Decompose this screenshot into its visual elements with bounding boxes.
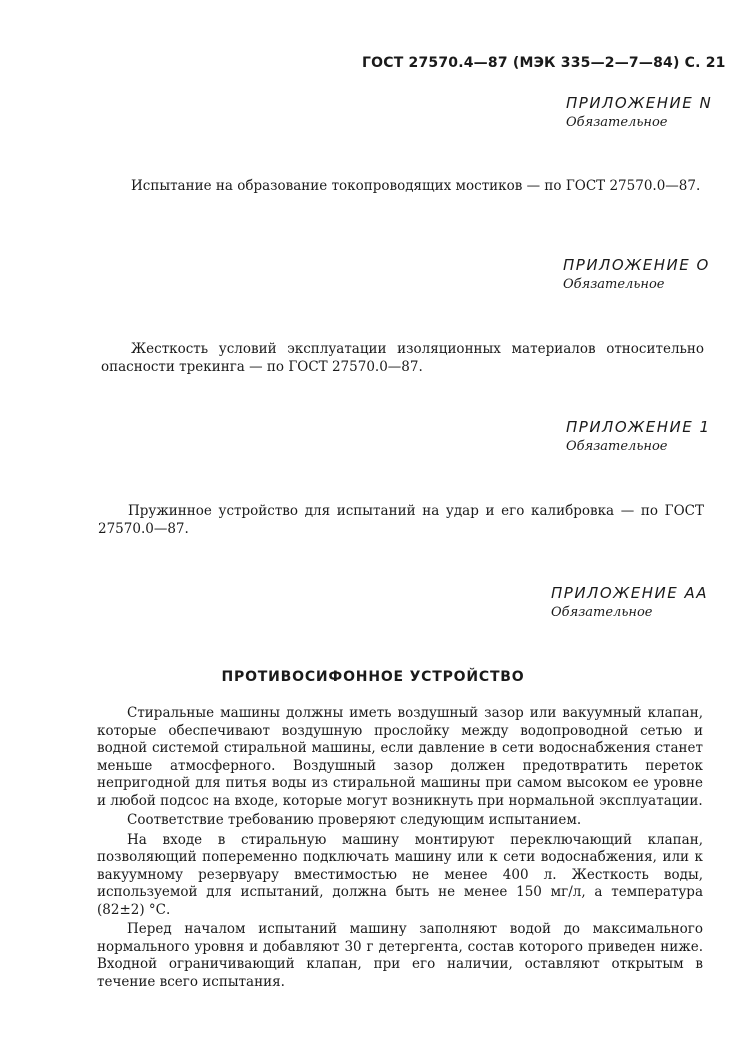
paragraph-2: Соответствие требованию проверяют следующим испытанием. <box>127 812 582 828</box>
appendix-1-block <box>98 503 704 538</box>
paragraph-3: На входе в стиральную машину монтируют переключающий клапан, позволяющий попеременно подключать машину или к сети водоснабжения, или к вакуумному резервуару вместимостью не менее 400 л. Жесткость воды, используемой для испытаний, должна быть не менее 150 мг/л, а температура (82±2) °С. <box>97 831 703 918</box>
appendix-o-subtitle: Обязательное <box>563 277 665 292</box>
paragraph-4: Перед началом испытаний машину заполняют водой до максимального нормального уровня и добавляют 30 г детергента, состав которого приведен ниже. Входной ограничивающий клапан, при его наличии, оставляют открытым в течение всего испытания. <box>97 921 703 990</box>
appendix-n-block <box>101 178 704 196</box>
appendix-aa-body <box>97 705 703 993</box>
page-header: ГОСТ 27570.4—87 (МЭК 335—2—7—84) С. 21 <box>362 55 726 71</box>
appendix-aa-title: ПРИЛОЖЕНИЕ АА <box>551 584 709 602</box>
appendix-n-title: ПРИЛОЖЕНИЕ N <box>566 94 713 112</box>
appendix-n-subtitle: Обязательное <box>566 115 668 130</box>
appendix-o-title: ПРИЛОЖЕНИЕ О <box>563 256 710 274</box>
appendix-1-title: ПРИЛОЖЕНИЕ 1 <box>566 418 711 436</box>
appendix-aa-subtitle: Обязательное <box>551 605 653 620</box>
appendix-o-text: Жесткость условий эксплуатации изоляционных материалов относительно опасности трекинга — по ГОСТ 27570.0—87. <box>101 341 704 375</box>
appendix-1-subtitle: Обязательное <box>566 439 668 454</box>
appendix-1-text: Пружинное устройство для испытаний на удар и его калибровка — по ГОСТ 27570.0—87. <box>98 503 704 537</box>
section-title: ПРОТИВОСИФОННОЕ УСТРОЙСТВО <box>221 669 525 685</box>
appendix-o-block <box>101 341 704 376</box>
paragraph-1: Стиральные машины должны иметь воздушный зазор или вакуумный клапан, которые обеспечивают воздушную прослойку между водопроводной сетью и водной системой стиральной машины, если давление в сети водоснабжения станет меньше атмосферного. Воздушный зазор должен предотвратить переток непригодной для питья воды из стиральной машины при самом высоком ее уровне и любой подсос на входе, которые могут возникнуть при нормальной эксплуатации. <box>97 705 703 809</box>
appendix-n-text: Испытание на образование токопроводящих мостиков — по ГОСТ 27570.0—87. <box>131 178 701 194</box>
